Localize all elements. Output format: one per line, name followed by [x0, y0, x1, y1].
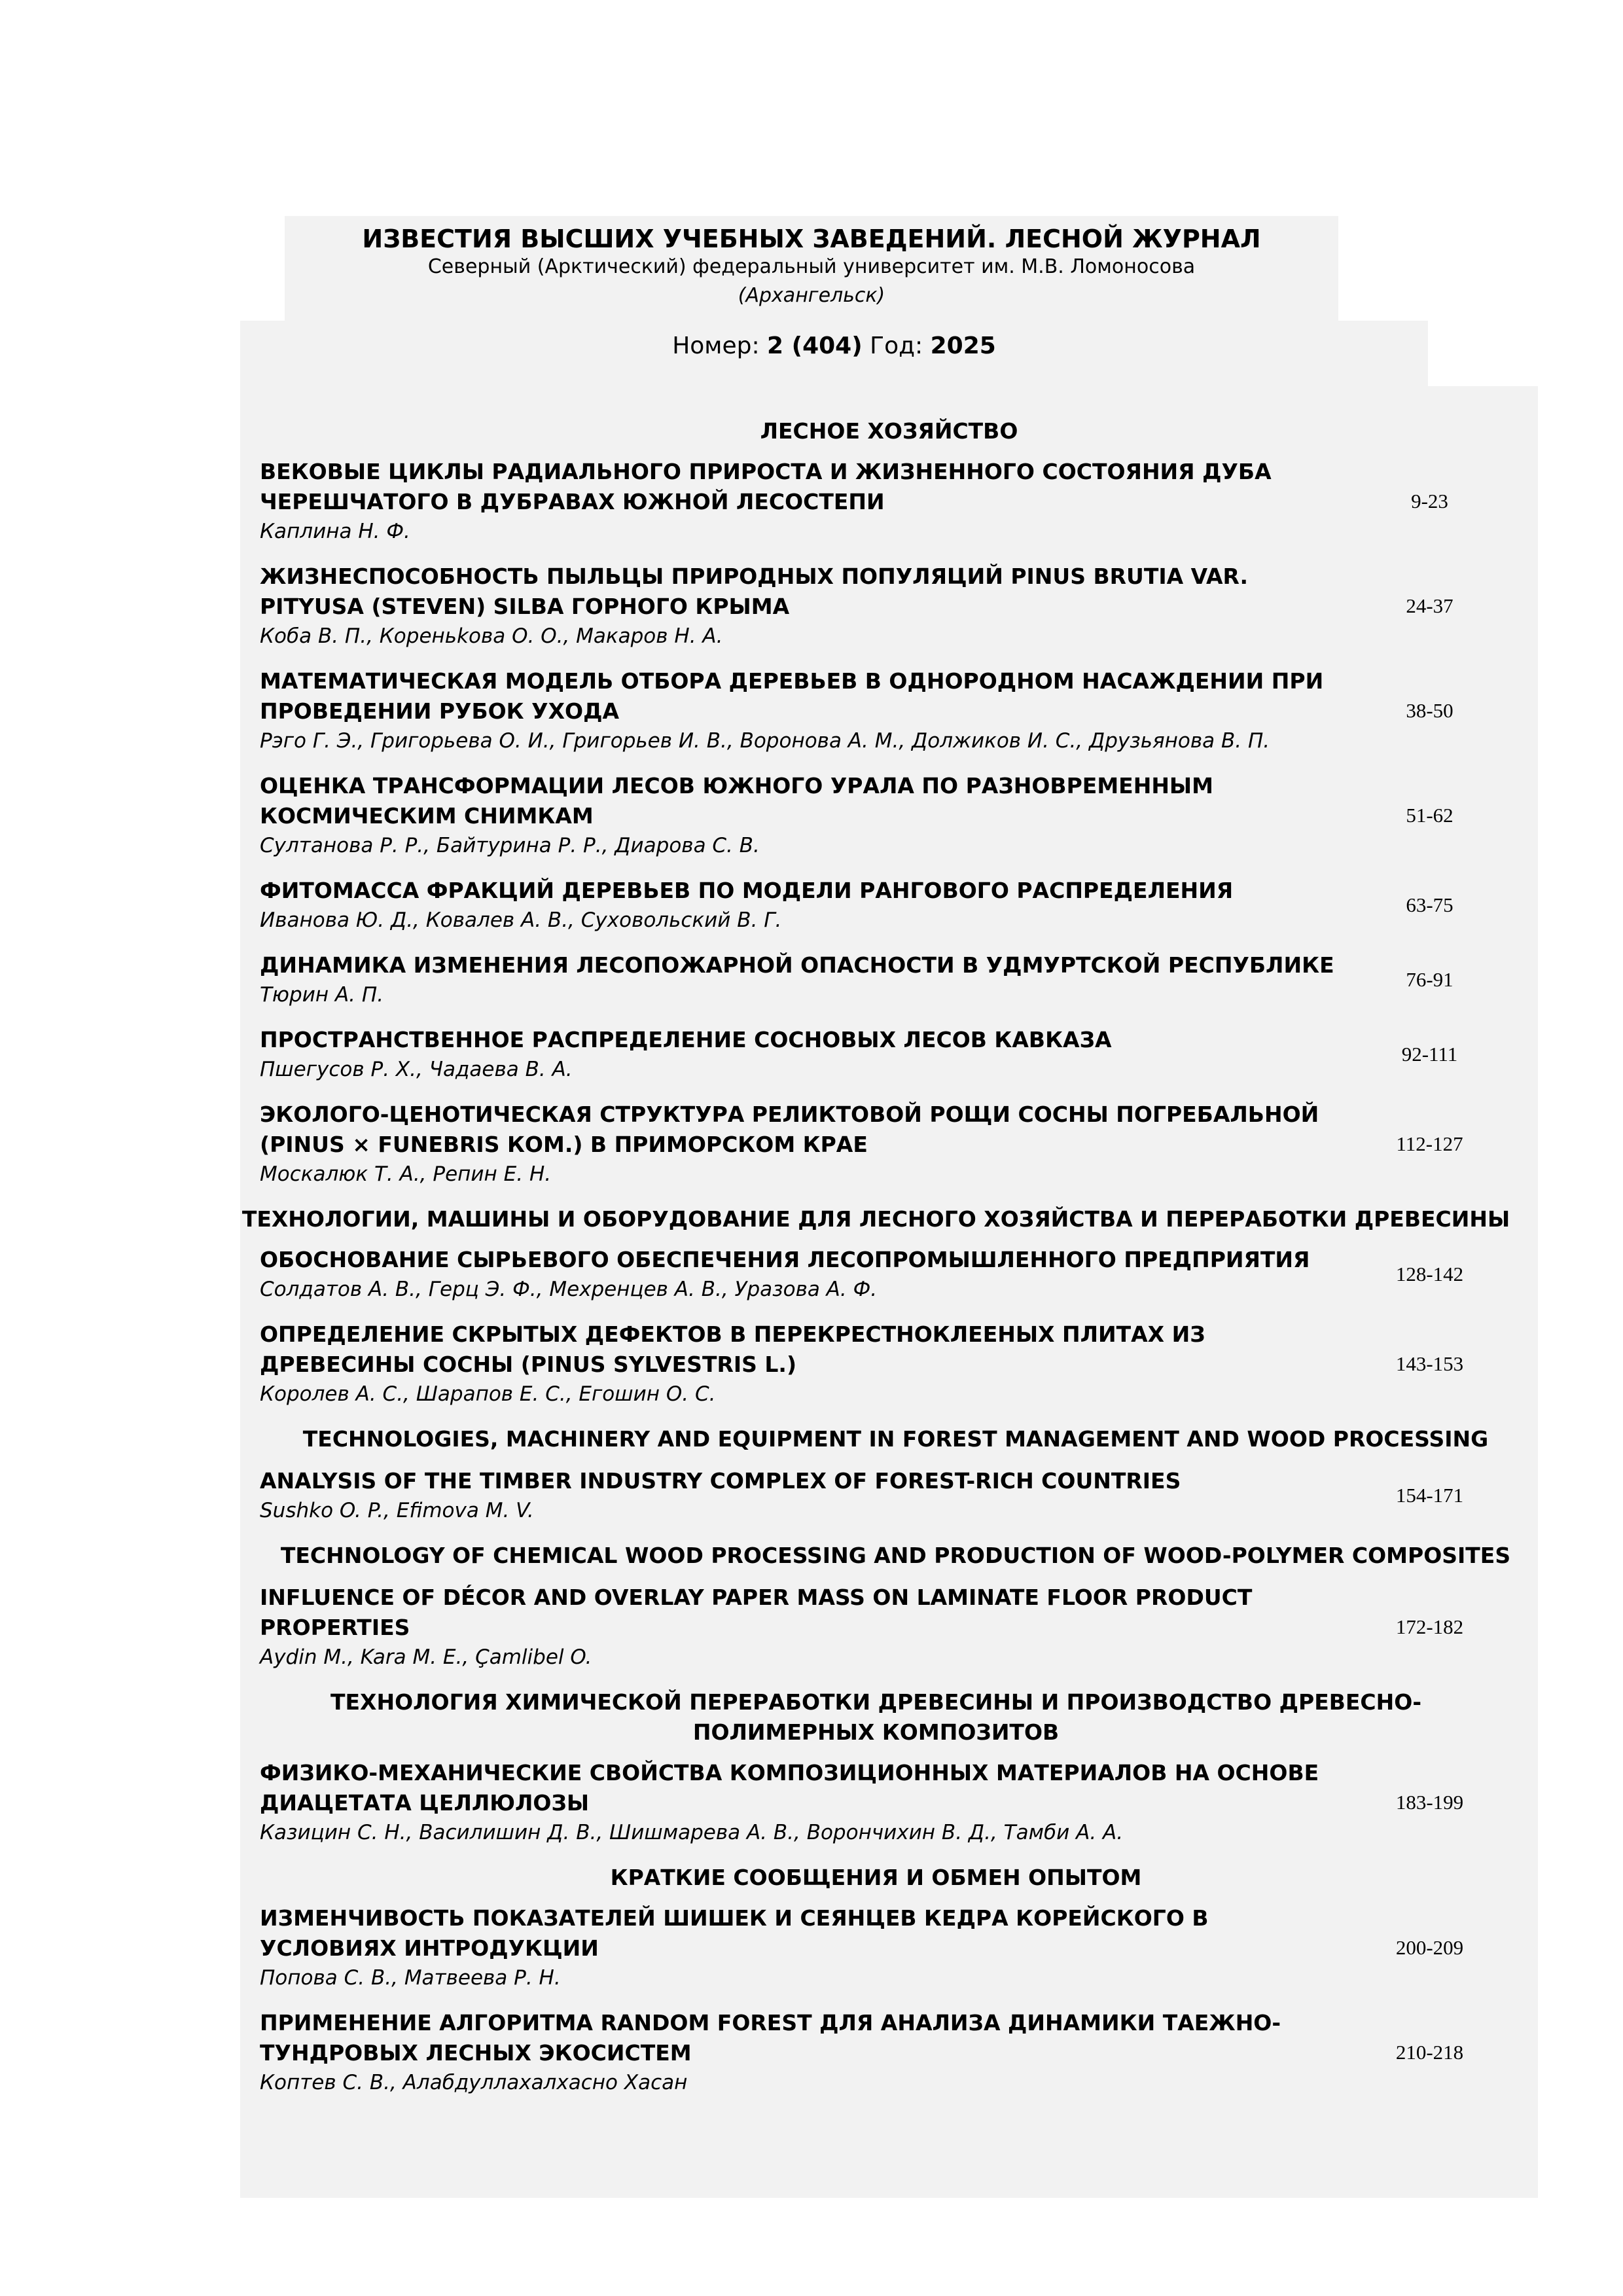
- article-authors: Попова С. В., Матвеева Р. Н.: [260, 1966, 561, 1990]
- article-text: [240, 1583, 1336, 1672]
- section-heading: TECHNOLOGY OF CHEMICAL WOOD PROCESSING AND PRODUCTION OF WOOD-POLYMER COMPOSITES: [280, 1543, 1511, 1568]
- article-text: [240, 1319, 1336, 1408]
- article-title[interactable]: ИЗМЕНЧИВОСТЬ ПОКАЗАТЕЛЕЙ ШИШЕК И СЕЯНЦЕВ КЕДРА КОРЕЙСКОГО В УСЛОВИЯХ ИНТРОДУКЦИИ: [260, 1905, 1209, 1961]
- article-title[interactable]: ОЦЕНКА ТРАНСФОРМАЦИИ ЛЕСОВ ЮЖНОГО УРАЛА ПО РАЗНОВРЕМЕННЫМ КОСМИЧЕСКИМ СНИМКАМ: [260, 773, 1213, 829]
- toc-article[interactable]: [240, 457, 1538, 546]
- article-title[interactable]: INFLUENCE OF DÉCOR AND OVERLAY PAPER MASS ON LAMINATE FLOOR PRODUCT PROPERTIES: [260, 1585, 1253, 1640]
- section-heading: TECHNOLOGIES, MACHINERY AND EQUIPMENT IN FOREST MANAGEMENT AND WOOD PROCESSING: [302, 1426, 1489, 1452]
- article-text: [240, 876, 1336, 935]
- issue-number-label: Номер:: [672, 332, 760, 359]
- article-authors: Коптев С. В., Алабдуллахалхасно Хасан: [260, 2071, 688, 2094]
- article-pages: 154-171: [1395, 1484, 1464, 1507]
- toc-article[interactable]: [240, 950, 1538, 1009]
- article-authors: Коба В. П., Кореньkова О. О., Макаров Н. А.: [260, 624, 723, 648]
- article-authors: Пшегусов Р. Х., Чадаева В. А.: [260, 1058, 573, 1081]
- article-title[interactable]: ВЕКОВЫЕ ЦИКЛЫ РАДИАЛЬНОГО ПРИРОСТА И ЖИЗНЕННОГО СОСТОЯНИЯ ДУБА ЧЕРЕШЧАТОГО В ДУБРАВАХ ЮЖНОЙ ЛЕСОСТЕПИ: [260, 459, 1272, 514]
- toc-article[interactable]: [240, 1319, 1538, 1408]
- section-heading: КРАТКИЕ СООБЩЕНИЯ И ОБМЕН ОПЫТОМ: [610, 1865, 1142, 1890]
- article-pages: 63-75: [1406, 893, 1454, 916]
- toc-article[interactable]: [240, 1025, 1538, 1084]
- toc-article[interactable]: [240, 2008, 1538, 2097]
- toc-article[interactable]: [240, 1100, 1538, 1189]
- article-authors: Королев А. С., Шарапов Е. С., Егошин О. С.: [260, 1382, 716, 1406]
- article-title[interactable]: ПРИМЕНЕНИЕ АЛГОРИТМА RANDOM FOREST ДЛЯ АНАЛИЗА ДИНАМИКИ ТАЕЖНО-ТУНДРОВЫХ ЛЕСНЫХ ЭКОСИСТЕМ: [260, 2010, 1281, 2066]
- issue-number: 2 (404): [767, 332, 863, 359]
- section-heading: ЛЕСНОЕ ХОЗЯЙСТВО: [760, 418, 1018, 444]
- issue-line: [240, 330, 1428, 363]
- issue-year-label: Год:: [870, 332, 923, 359]
- article-title[interactable]: ANALYSIS OF THE TIMBER INDUSTRY COMPLEX OF FOREST-RICH COUNTRIES: [260, 1468, 1181, 1494]
- article-title[interactable]: ФИТОМАССА ФРАКЦИЙ ДЕРЕВЬЕВ ПО МОДЕЛИ РАНГОВОГО РАСПРЕДЕЛЕНИЯ: [260, 878, 1234, 903]
- article-text: [240, 1100, 1336, 1189]
- article-text: [240, 666, 1336, 755]
- journal-header: [285, 216, 1338, 321]
- article-authors: Aydin M., Kara M. E., Çamlibel O.: [260, 1645, 592, 1669]
- city-name: (Архангельск): [738, 284, 885, 307]
- toc-article[interactable]: [240, 562, 1538, 651]
- article-pages: 51-62: [1406, 804, 1454, 827]
- article-title[interactable]: ПРОСТРАНСТВЕННОЕ РАСПРЕДЕЛЕНИЕ СОСНОВЫХ ЛЕСОВ КАВКАЗА: [260, 1027, 1112, 1052]
- issue-info: [240, 321, 1428, 386]
- article-title[interactable]: ОБОСНОВАНИЕ СЫРЬЕВОГО ОБЕСПЕЧЕНИЯ ЛЕСОПРОМЫШЛЕННОГО ПРЕДПРИЯТИЯ: [260, 1247, 1310, 1272]
- article-text: [240, 457, 1336, 546]
- article-text: [240, 771, 1336, 860]
- article-authors: Казицин С. Н., Василишин Д. В., Шишмарева А. В., Ворончихин В. Д., Тамби А. А.: [260, 1821, 1124, 1844]
- section-heading: ТЕХНОЛОГИЯ ХИМИЧЕСКОЙ ПЕРЕРАБОТКИ ДРЕВЕСИНЫ И ПРОИЗВОДСТВО ДРЕВЕСНО-ПОЛИМЕРНЫХ КОМПОЗИТОВ: [330, 1689, 1422, 1745]
- toc-article[interactable]: [240, 1245, 1538, 1304]
- article-authors: Каплина Н. Ф.: [260, 520, 410, 543]
- university-name: Северный (Арктический) федеральный университет им. М.В. Ломоносова: [427, 255, 1196, 278]
- article-pages: 128-142: [1395, 1263, 1464, 1285]
- article-pages: 76-91: [1406, 968, 1454, 991]
- article-authors: Sushko O. P., Efimova M. V.: [260, 1499, 534, 1522]
- article-authors: Тюрин А. П.: [260, 983, 384, 1007]
- article-authors: Иванова Ю. Д., Ковалев А. В., Суховольский В. Г.: [260, 908, 782, 932]
- article-text: [240, 1466, 1336, 1525]
- article-text: [240, 1758, 1336, 1847]
- article-pages: 92-111: [1401, 1043, 1458, 1066]
- article-text: [240, 562, 1336, 651]
- toc-article[interactable]: [240, 1583, 1538, 1672]
- article-pages: 24-37: [1406, 594, 1454, 617]
- toc-article[interactable]: [240, 771, 1538, 860]
- toc-article[interactable]: [240, 1758, 1538, 1847]
- article-pages: 200-209: [1395, 1936, 1464, 1959]
- article-pages: 210-218: [1395, 2041, 1464, 2064]
- article-title[interactable]: ДИНАМИКА ИЗМЕНЕНИЯ ЛЕСОПОЖАРНОЙ ОПАСНОСТИ В УДМУРТСКОЙ РЕСПУБЛИКЕ: [260, 952, 1334, 978]
- article-text: [240, 950, 1336, 1009]
- article-pages: 183-199: [1395, 1791, 1464, 1814]
- article-title[interactable]: ФИЗИКО-МЕХАНИЧЕСКИЕ СВОЙСТВА КОМПОЗИЦИОННЫХ МАТЕРИАЛОВ НА ОСНОВЕ ДИАЦЕТАТА ЦЕЛЛЮЛОЗЫ: [260, 1760, 1319, 1816]
- article-text: [240, 1245, 1336, 1304]
- journal-title: ИЗВЕСТИЯ ВЫСШИХ УЧЕБНЫХ ЗАВЕДЕНИЙ. ЛЕСНОЙ ЖУРНАЛ: [362, 224, 1261, 253]
- article-pages: 9-23: [1411, 490, 1448, 512]
- article-authors: Солдатов А. В., Герц Э. Ф., Мехренцев А. В., Уразова А. Ф.: [260, 1278, 878, 1301]
- article-pages: 172-182: [1395, 1615, 1464, 1638]
- article-title[interactable]: ОПРЕДЕЛЕНИЕ СКРЫТЫХ ДЕФЕКТОВ В ПЕРЕКРЕСТНОКЛЕЕНЫХ ПЛИТАХ ИЗ ДРЕВЕСИНЫ СОСНЫ (PINUS SYLVESTRIS L.): [260, 1321, 1205, 1377]
- section-heading: ТЕХНОЛОГИИ, МАШИНЫ И ОБОРУДОВАНИЕ ДЛЯ ЛЕСНОГО ХОЗЯЙСТВА И ПЕРЕРАБОТКИ ДРЕВЕСИНЫ: [241, 1206, 1510, 1232]
- article-authors: Рэго Г. Э., Григорьева О. И., Григорьев И. В., Воронова А. М., Должиков И. С., Друзьянова В. П.: [260, 729, 1270, 753]
- article-pages: 38-50: [1406, 699, 1454, 722]
- article-title[interactable]: ЖИЗНЕСПОСОБНОСТЬ ПЫЛЬЦЫ ПРИРОДНЫХ ПОПУЛЯЦИЙ PINUS BRUTIA VAR. PITYUSA (STEVEN) SILBA ГОРНОГО КРЫМА: [260, 564, 1249, 619]
- article-title[interactable]: МАТЕМАТИЧЕСКАЯ МОДЕЛЬ ОТБОРА ДЕРЕВЬЕВ В ОДНОРОДНОМ НАСАЖДЕНИИ ПРИ ПРОВЕДЕНИИ РУБОК УХОДА: [260, 668, 1324, 724]
- article-pages: 143-153: [1395, 1352, 1464, 1375]
- issue-year: 2025: [930, 332, 996, 359]
- article-text: [240, 2008, 1336, 2097]
- toc-list: [240, 416, 1538, 2113]
- toc-article[interactable]: [240, 1466, 1538, 1525]
- article-pages: 112-127: [1396, 1132, 1463, 1155]
- article-title[interactable]: ЭКОЛОГО-ЦЕНОТИЧЕСКАЯ СТРУКТУРА РЕЛИКТОВОЙ РОЩИ СОСНЫ ПОГРЕБАЛЬНОЙ (PINUS × FUNEBRIS КОМ.) В ПРИМОРСКОМ КРАЕ: [260, 1102, 1319, 1157]
- article-text: [240, 1025, 1336, 1084]
- toc-article[interactable]: [240, 1903, 1538, 1992]
- article-text: [240, 1903, 1336, 1992]
- article-authors: Султанова Р. Р., Байтурина Р. Р., Диарова С. В.: [260, 834, 760, 857]
- toc-article[interactable]: [240, 666, 1538, 755]
- toc-article[interactable]: [240, 876, 1538, 935]
- article-authors: Москалюк Т. А., Репин Е. Н.: [260, 1162, 552, 1186]
- table-of-contents: [240, 386, 1538, 2198]
